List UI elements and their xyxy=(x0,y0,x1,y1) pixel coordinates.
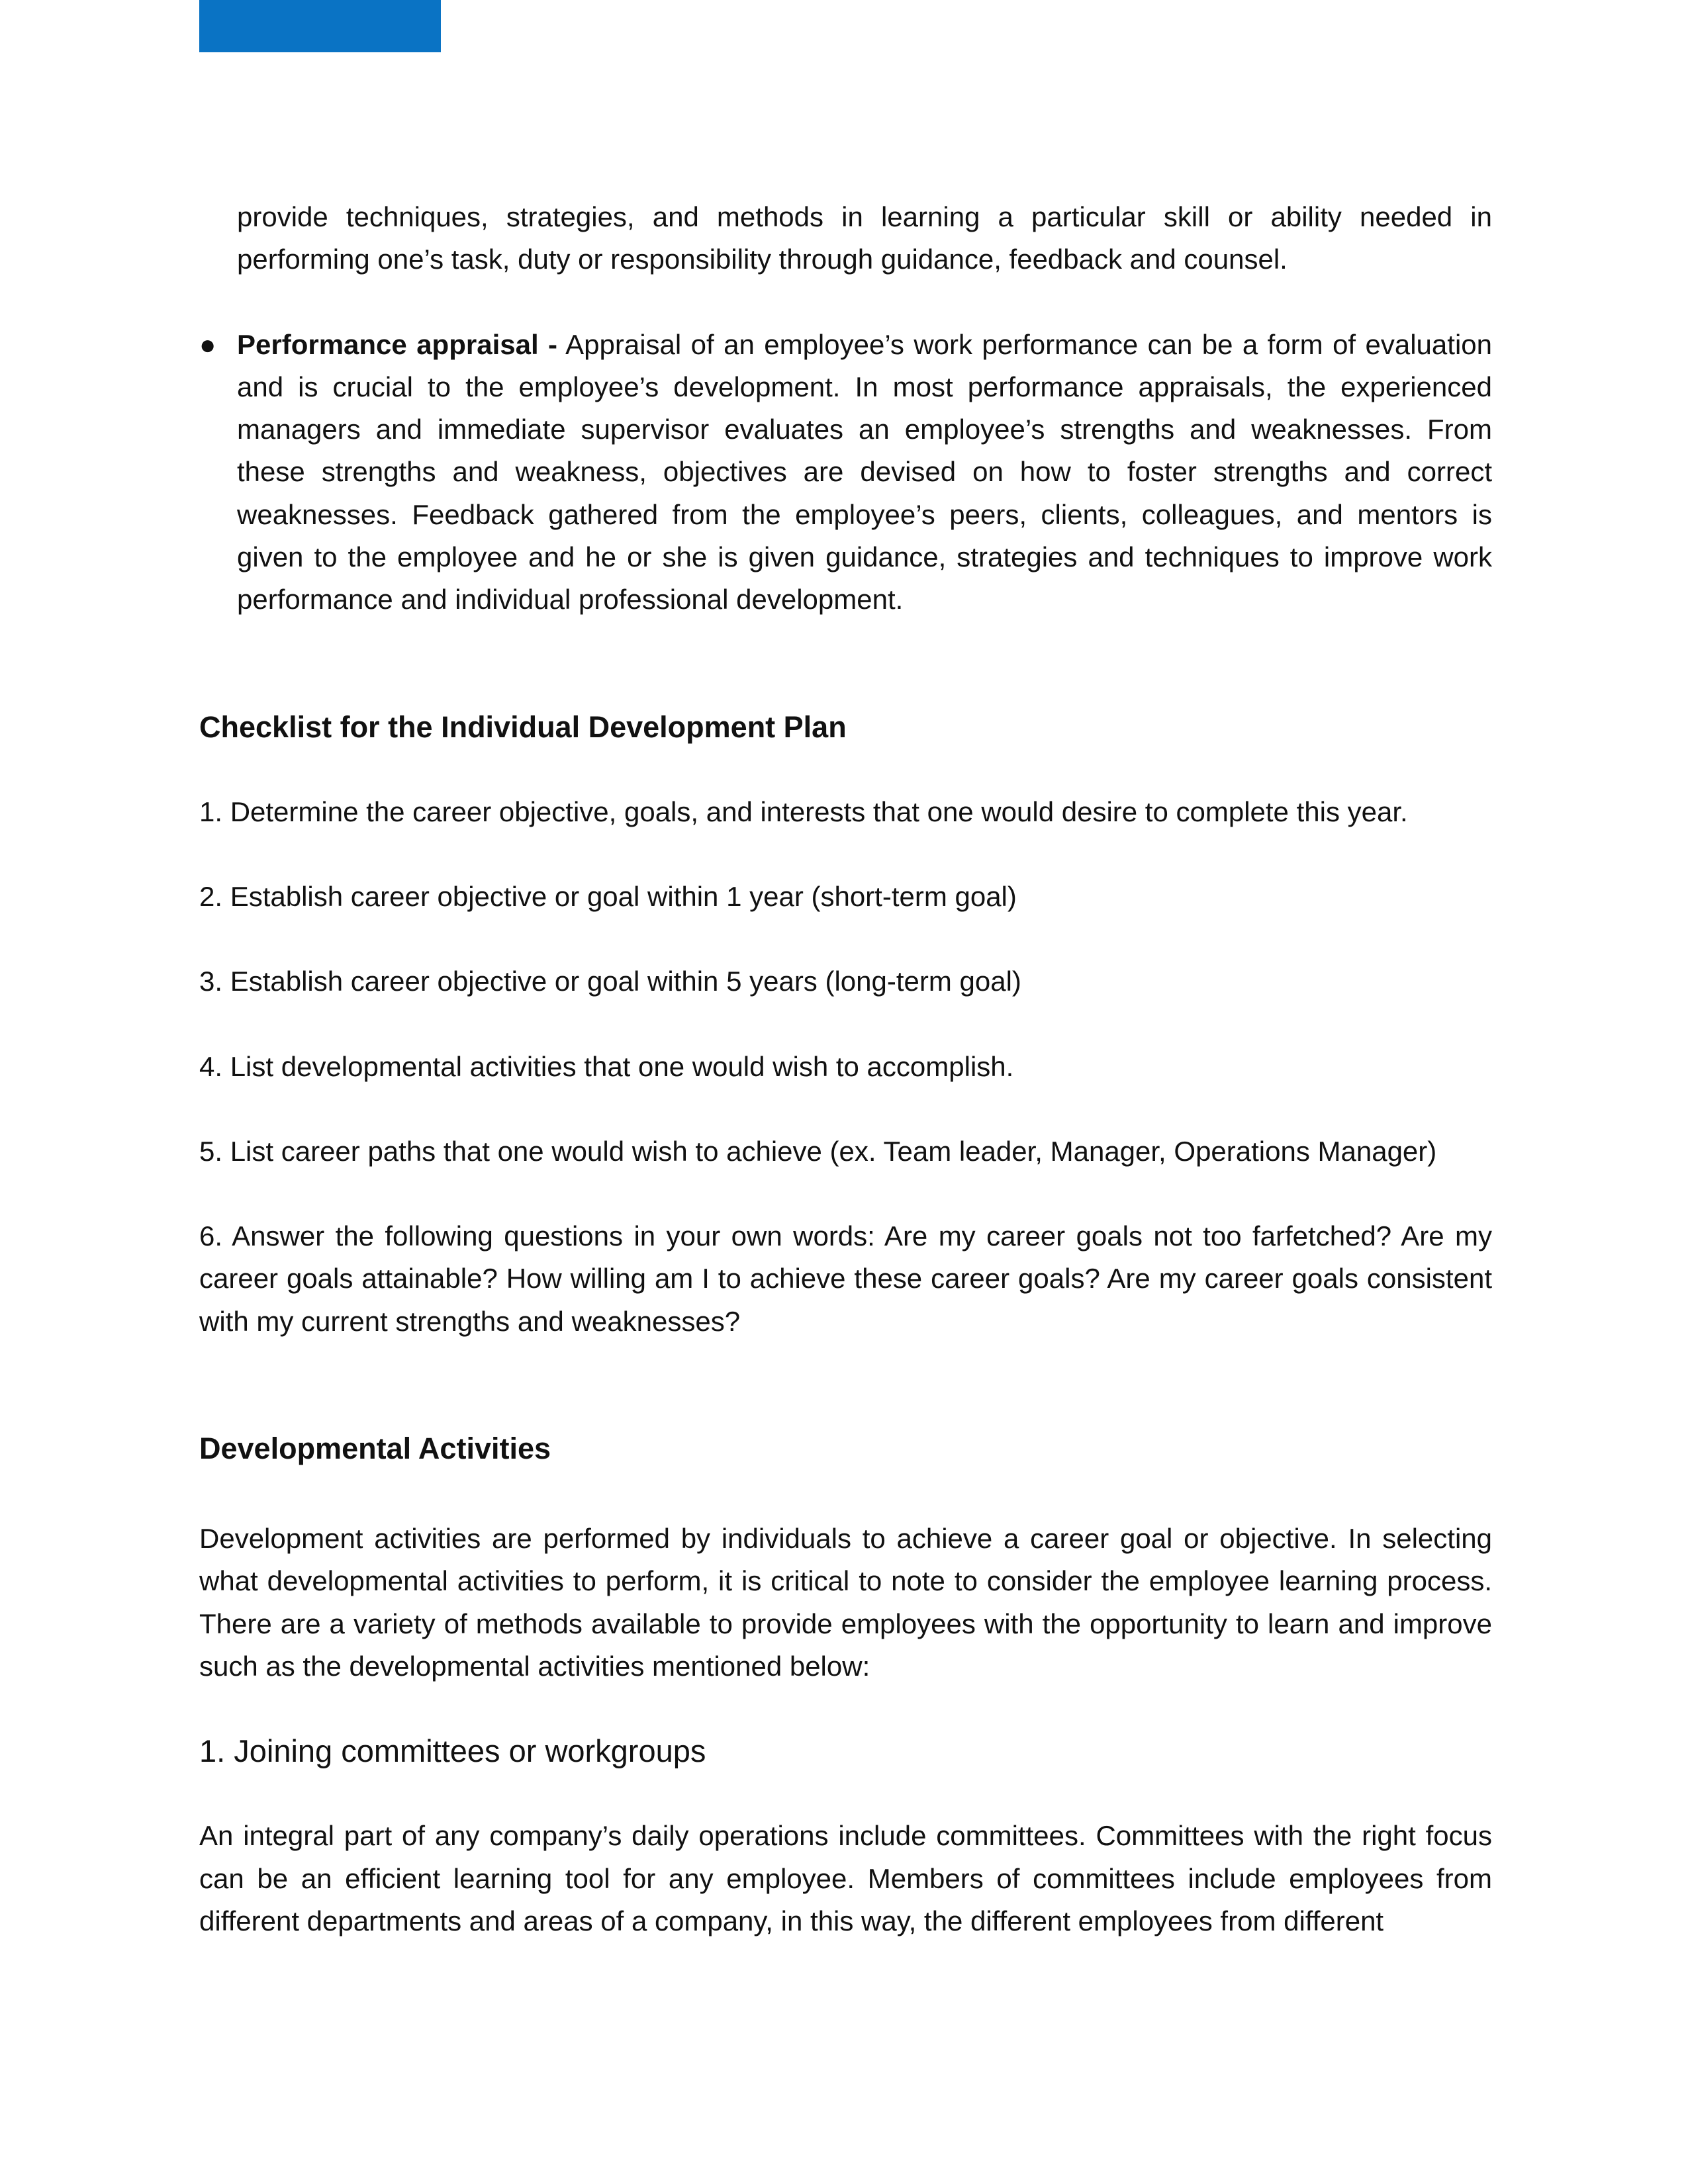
bullet-text: Appraisal of an employee’s work performance can be a form of evaluation and is crucial to the employee’s development. In most performance appraisals, the experienced managers and immediate supervisor evaluates an employee’s strengths and weaknesses. From these strengths and weakness, objectives are devised on how to foster strengths and correct weaknesses. Feedback gathered from the employee’s peers, clients, colleagues, and mentors is given to the employee and he or she is given guidance, strategies and techniques to improve work performance and individual professional development. xyxy=(237,328,1492,615)
bullet-term: Performance appraisal - xyxy=(237,328,558,360)
bullet-performance-appraisal xyxy=(199,324,1492,621)
checklist-item: 5. List career paths that one would wish to achieve (ex. Team leader, Manager, Operations Manager) xyxy=(199,1135,1437,1167)
checklist-item: 6. Answer the following questions in your own words: Are my career goals not too farfetched? Are my career goals attainable? How willing am I to achieve these career goals? Are my career goals consistent with my current strengths and weaknesses? xyxy=(199,1220,1492,1337)
bullet-icon: ● xyxy=(199,328,216,360)
continuation-paragraph: provide techniques, strategies, and methods in learning a particular skill or ability needed in performing one’s task, duty or responsibility through guidance, feedback and counsel. xyxy=(237,201,1492,275)
document-body xyxy=(199,196,1492,1942)
activities-intro-paragraph: Development activities are performed by individuals to achieve a career goal or objective. In selecting what developmental activities to perform, it is critical to note to consider the employee learning process. There are a variety of methods available to provide employees with the opportunity to learn and improve such as the developmental activities mentioned below: xyxy=(199,1523,1492,1682)
activities-heading: Developmental Activities xyxy=(199,1432,551,1466)
activity-body-paragraph: An integral part of any company’s daily operations include committees. Committees with the right focus can be an efficient learning tool for any employee. Members of committees include employees from different departments and areas of a company, in this way, the different employees from different xyxy=(199,1820,1492,1936)
activity-subheading: 1. Joining committees or workgroups xyxy=(199,1733,706,1769)
header-accent-bar xyxy=(199,0,441,52)
checklist-item: 1. Determine the career objective, goals, and interests that one would desire to complete this year. xyxy=(199,796,1408,827)
checklist-item: 4. List developmental activities that one would wish to accomplish. xyxy=(199,1050,1014,1082)
checklist-heading: Checklist for the Individual Development Plan xyxy=(199,709,847,744)
checklist-item: 3. Establish career objective or goal within 5 years (long-term goal) xyxy=(199,966,1021,997)
checklist-item: 2. Establish career objective or goal within 1 year (short-term goal) xyxy=(199,880,1017,912)
